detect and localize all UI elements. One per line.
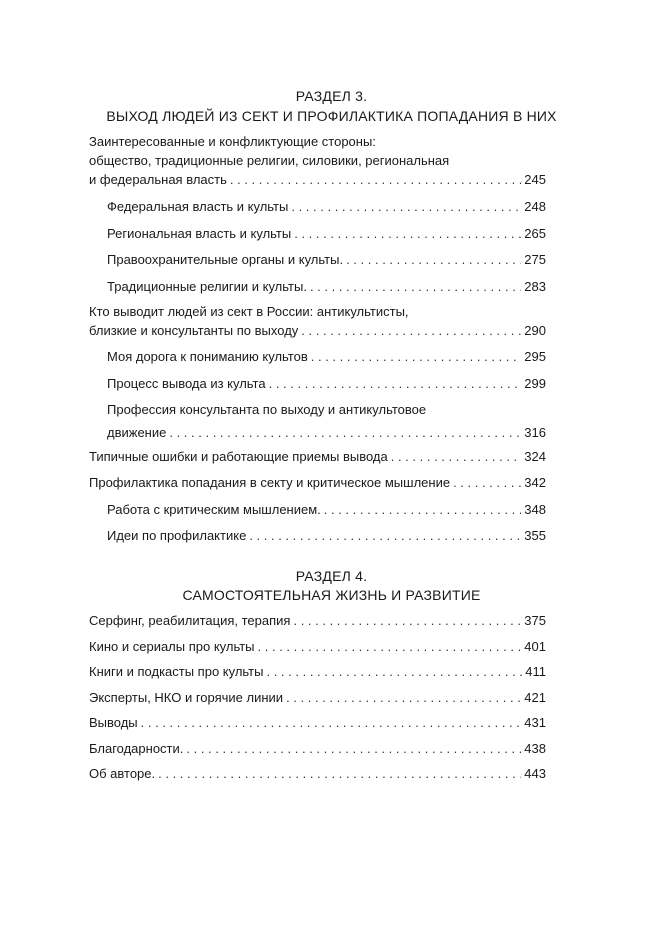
toc-entry[interactable]	[89, 322, 546, 340]
toc-entry-title: Идеи по профилактике	[107, 528, 247, 543]
dot-leader	[158, 765, 521, 783]
dot-leader	[230, 171, 521, 189]
toc-entry-title: Процесс вывода из культа	[107, 376, 266, 391]
toc-entry-title: движение	[107, 425, 167, 440]
page-number: 324	[524, 449, 546, 464]
page-number: 299	[524, 376, 546, 391]
toc-entry[interactable]	[89, 638, 546, 656]
dot-leader	[293, 612, 521, 630]
toc-entry[interactable]	[107, 225, 546, 243]
dot-leader	[346, 251, 521, 269]
toc-entry[interactable]	[89, 474, 546, 492]
section-4-title: САМОСТОЯТЕЛЬНАЯ ЖИЗНЬ И РАЗВИТИЕ	[182, 587, 481, 603]
toc-entry[interactable]	[107, 348, 546, 366]
page-number: 290	[524, 323, 546, 338]
dot-leader	[286, 689, 521, 707]
toc-entry[interactable]	[107, 375, 546, 393]
dot-leader	[141, 714, 522, 732]
toc-entry-title: Федеральная власть и культы	[107, 199, 289, 214]
toc-entry-line: общество, традиционные религии, силовики, региональная	[89, 153, 450, 168]
page-number: 316	[524, 425, 546, 440]
page-number: 375	[524, 613, 546, 628]
toc-entry-line: Заинтересованные и конфликтующие стороны:	[89, 134, 376, 149]
toc-entry-title: Типичные ошибки и работающие приемы вывода	[89, 449, 388, 464]
toc-entry[interactable]	[107, 501, 546, 519]
toc-entry[interactable]	[89, 689, 546, 707]
toc-entry-title: Об авторе.	[89, 766, 156, 781]
section-3-title: ВЫХОД ЛЮДЕЙ ИЗ СЕКТ И ПРОФИЛАКТИКА ПОПАДАНИЯ В НИХ	[106, 108, 557, 124]
page-number: 348	[524, 502, 546, 517]
toc-entry-title: Профилактика попадания в секту и критическое мышление	[89, 475, 451, 490]
toc-entry[interactable]	[89, 448, 546, 466]
page-number: 295	[524, 349, 546, 364]
toc-entry[interactable]	[89, 740, 546, 758]
toc-entry[interactable]	[89, 765, 546, 783]
toc-entry[interactable]	[107, 198, 546, 216]
dot-leader	[249, 527, 521, 545]
page-number: 245	[524, 172, 546, 187]
dot-leader	[301, 322, 521, 340]
toc-entry-title: Выводы	[89, 715, 138, 730]
toc-entry-line: Кто выводит людей из сект в России: антикультисты,	[89, 304, 409, 319]
page-number: 443	[524, 766, 546, 781]
toc-entry-title: близкие и консультанты по выходу	[89, 323, 299, 338]
dot-leader	[169, 424, 521, 442]
toc-entry[interactable]	[107, 251, 546, 269]
toc-entry-title: Правоохранительные органы и культы.	[107, 252, 344, 267]
page-number: 248	[524, 199, 546, 214]
toc-entry-title: Серфинг, реабилитация, терапия	[89, 613, 291, 628]
page-number: 431	[524, 715, 546, 730]
dot-leader	[291, 198, 521, 216]
toc-entry[interactable]	[107, 527, 546, 545]
toc-entry[interactable]	[89, 663, 546, 681]
section-4-label: РАЗДЕЛ 4.	[295, 568, 368, 584]
toc-entry[interactable]	[89, 171, 546, 189]
dot-leader	[186, 740, 521, 758]
toc-entry[interactable]	[107, 278, 546, 296]
page-number: 355	[524, 528, 546, 543]
page-number: 265	[524, 226, 546, 241]
dot-leader	[266, 663, 522, 681]
section-3-label: РАЗДЕЛ 3.	[295, 88, 368, 104]
page-number: 438	[524, 741, 546, 756]
page-number: 275	[524, 252, 546, 267]
page-number: 411	[525, 664, 546, 679]
dot-leader	[310, 278, 521, 296]
toc-entry-title: Работа с критическим мышлением.	[107, 502, 321, 517]
toc-entry-title: Моя дорога к пониманию культов	[107, 349, 308, 364]
toc-entry-title: Кино и сериалы про культы	[89, 639, 255, 654]
page-number: 342	[524, 475, 546, 490]
toc-entry[interactable]	[89, 714, 546, 732]
page-number: 421	[524, 690, 546, 705]
toc-entry-title: Благодарности.	[89, 741, 184, 756]
toc-entry-line: Профессия консультанта по выходу и антикультовое	[107, 402, 427, 417]
dot-leader	[269, 375, 522, 393]
toc-entry[interactable]	[107, 424, 546, 442]
toc-entry-title: Региональная власть и культы	[107, 226, 292, 241]
dot-leader	[258, 638, 522, 656]
toc-entry-title: Эксперты, НКО и горячие линии	[89, 690, 284, 705]
toc-entry-title: Традиционные религии и культы.	[107, 279, 307, 294]
page-number: 401	[524, 639, 546, 654]
toc-entry[interactable]	[89, 612, 546, 630]
toc-entry-title: Книги и подкасты про культы	[89, 664, 264, 679]
dot-leader	[311, 348, 522, 366]
toc-entry-title: и федеральная власть	[89, 172, 227, 187]
dot-leader	[324, 501, 522, 519]
page-number: 283	[524, 279, 546, 294]
dot-leader	[294, 225, 521, 243]
dot-leader	[391, 448, 522, 466]
dot-leader	[453, 474, 521, 492]
